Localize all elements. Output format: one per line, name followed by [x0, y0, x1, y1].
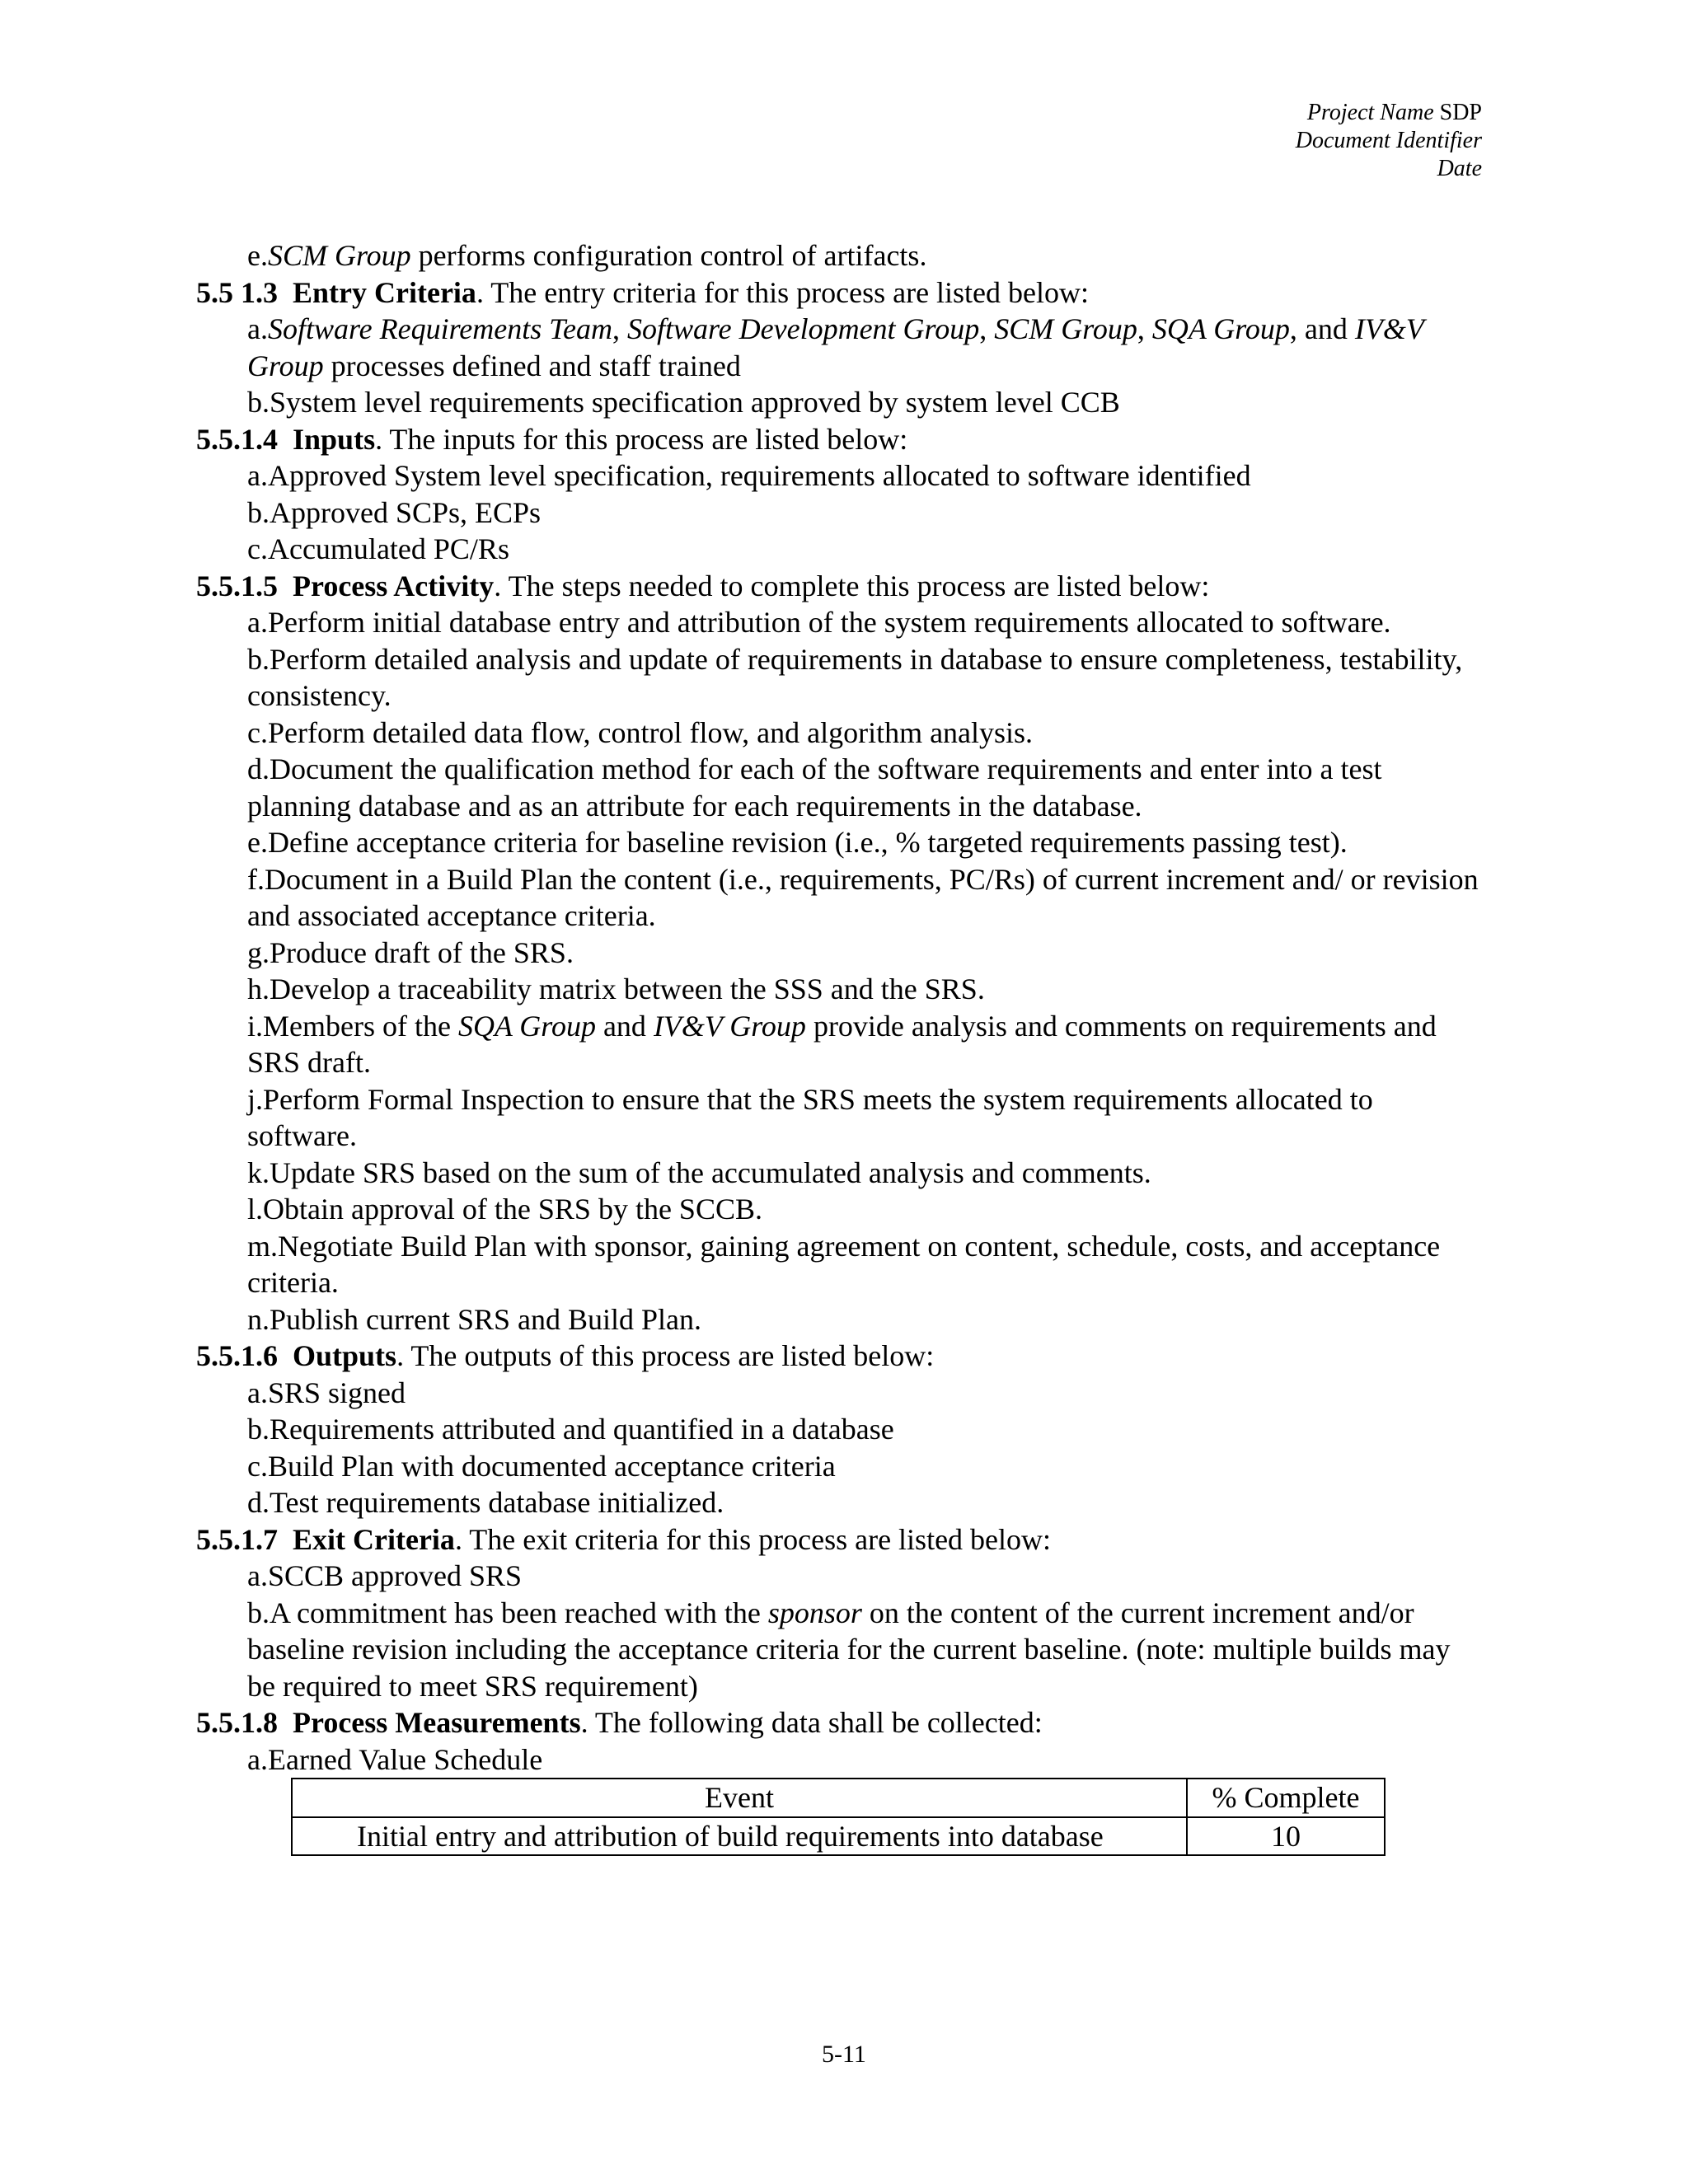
group-name: IV&V Group	[247, 312, 1424, 382]
percent-cell: 10	[1187, 1817, 1385, 1856]
list-item: m.Negotiate Build Plan with sponsor, gaining agreement on content, schedule, costs, and acceptance criteria.	[247, 1229, 1441, 1299]
separator: and	[595, 1009, 654, 1043]
column-header-event: Event	[292, 1779, 1187, 1817]
header-project-line	[1296, 99, 1482, 127]
separator: ,	[979, 312, 995, 345]
section-number: 5.5.1.8	[196, 1706, 278, 1739]
section-title: Outputs	[293, 1339, 397, 1372]
earned-value-table	[291, 1778, 1386, 1856]
section-number: 5.5.1.6	[196, 1339, 278, 1372]
section-intro: . The outputs of this process are listed below:	[396, 1339, 935, 1372]
list-item: c.Perform detailed data flow, control flow, and algorithm analysis.	[247, 715, 1034, 749]
separator: ,	[1137, 312, 1152, 345]
section-intro: . The steps needed to complete this process are listed below:	[494, 569, 1210, 602]
list-item: j.Perform Formal Inspection to ensure that the SRS meets the system requirements allocated to software.	[247, 1082, 1373, 1152]
section-title: Exit Criteria	[293, 1522, 455, 1556]
table-row	[292, 1817, 1385, 1856]
section-heading-entry-criteria	[196, 274, 1482, 312]
list-item: e.Define acceptance criteria for baseline revision (i.e., % targeted requirements passing test).	[247, 826, 1348, 859]
section-heading-process-activity	[196, 568, 1482, 605]
list-item: d.Document the qualification method for each of the software requirements and enter into a test planning database and as an attribute for each requirements in the database.	[247, 752, 1382, 823]
list-item: a.SRS signed	[247, 1376, 406, 1409]
section-title: Process Activity	[293, 569, 495, 602]
page-number: 5-11	[822, 2041, 866, 2068]
item-prefix: e.	[247, 239, 268, 272]
section-intro: . The inputs for this process are listed below:	[375, 422, 908, 456]
list-item: g.Produce draft of the SRS.	[247, 935, 574, 969]
list-item: c.Build Plan with documented acceptance criteria	[247, 1449, 836, 1483]
group-name: IV&V Group	[653, 1009, 806, 1043]
section-title: Inputs	[293, 422, 376, 456]
header-project-name: Project Name	[1306, 100, 1434, 125]
list-item: a.Perform initial database entry and attribution of the system requirements allocated to software.	[247, 606, 1391, 639]
group-name: Software Development Group	[626, 312, 980, 345]
section-heading-inputs	[196, 421, 1482, 458]
list-item: d.Test requirements database initialized.	[247, 1486, 724, 1519]
list-item	[196, 1008, 1482, 1081]
section-number: 5.5.1.4	[196, 422, 278, 456]
header-date: Date	[1437, 156, 1482, 181]
group-name: SCM Group	[267, 239, 411, 272]
page-header	[1296, 99, 1482, 183]
document-body	[196, 237, 1482, 1856]
separator: ,	[612, 312, 627, 345]
list-item	[196, 311, 1482, 384]
column-header-percent-complete: % Complete	[1187, 1779, 1385, 1817]
sponsor-term: sponsor	[767, 1596, 862, 1629]
list-item: b.Perform detailed analysis and update of requirements in database to ensure completeness, testability, consistency.	[247, 642, 1463, 712]
section-heading-outputs	[196, 1338, 1482, 1375]
section-title: Entry Criteria	[293, 275, 476, 309]
section-number: 5.5.1.7	[196, 1522, 278, 1556]
list-item: n.Publish current SRS and Build Plan.	[247, 1302, 702, 1336]
item-text: on the content of the current increment and/or baseline revision including the acceptance criteria for the current baseline. (note: multiple builds may be required to meet SRS requirement)	[247, 1596, 1451, 1703]
item-text: processes defined and staff trained	[323, 349, 741, 382]
item-text: performs configuration control of artifacts.	[410, 239, 927, 272]
section-intro: . The entry criteria for this process are listed below:	[476, 275, 1090, 309]
section-heading-process-measurements	[196, 1704, 1482, 1741]
list-item: k.Update SRS based on the sum of the accumulated analysis and comments.	[247, 1155, 1151, 1189]
separator: , and	[1289, 312, 1355, 345]
section-heading-exit-criteria	[196, 1521, 1482, 1558]
event-cell: Initial entry and attribution of build requirements into database	[292, 1817, 1187, 1856]
list-item: a.Approved System level specification, requirements allocated to software identified	[247, 459, 1251, 492]
list-item: a.SCCB approved SRS	[247, 1559, 523, 1592]
item-prefix: a.	[247, 312, 268, 345]
section-number: 5.5.1.5	[196, 569, 278, 602]
list-item	[196, 237, 1482, 274]
section-number: 5.5 1.3	[196, 275, 278, 309]
header-document-identifier: Document Identifier	[1295, 128, 1482, 153]
header-doc-type: SDP	[1433, 100, 1482, 125]
list-item: b.Approved SCPs, ECPs	[247, 495, 542, 529]
list-item: l.Obtain approval of the SRS by the SCCB.	[247, 1193, 762, 1226]
section-title: Process Measurements	[293, 1706, 581, 1739]
item-text: b.A commitment has been reached with the	[247, 1596, 768, 1629]
list-item: a.Earned Value Schedule	[247, 1742, 543, 1776]
list-item: c.Accumulated PC/Rs	[247, 532, 509, 565]
section-intro: . The following data shall be collected:	[580, 1706, 1043, 1739]
list-item: b.System level requirements specification approved by system level CCB	[247, 386, 1120, 419]
group-name: SQA Group	[457, 1009, 596, 1043]
item-prefix: i.Members of the	[247, 1009, 458, 1043]
list-item: h.Develop a traceability matrix between the SSS and the SRS.	[247, 972, 985, 1005]
group-name: Software Requirements Team	[267, 312, 612, 345]
list-item: b.Requirements attributed and quantified in a database	[247, 1413, 894, 1446]
list-item: f.Document in a Build Plan the content (i.e., requirements, PC/Rs) of current increment and/ or revision and associated acceptance criteria.	[247, 862, 1479, 932]
group-name: SQA Group	[1151, 312, 1290, 345]
section-intro: . The exit criteria for this process are listed below:	[454, 1522, 1052, 1556]
item-text: provide analysis and comments on requirements and SRS draft.	[247, 1009, 1437, 1079]
list-item	[196, 1595, 1482, 1705]
group-name: SCM Group	[994, 312, 1137, 345]
table-header-row	[292, 1779, 1385, 1817]
